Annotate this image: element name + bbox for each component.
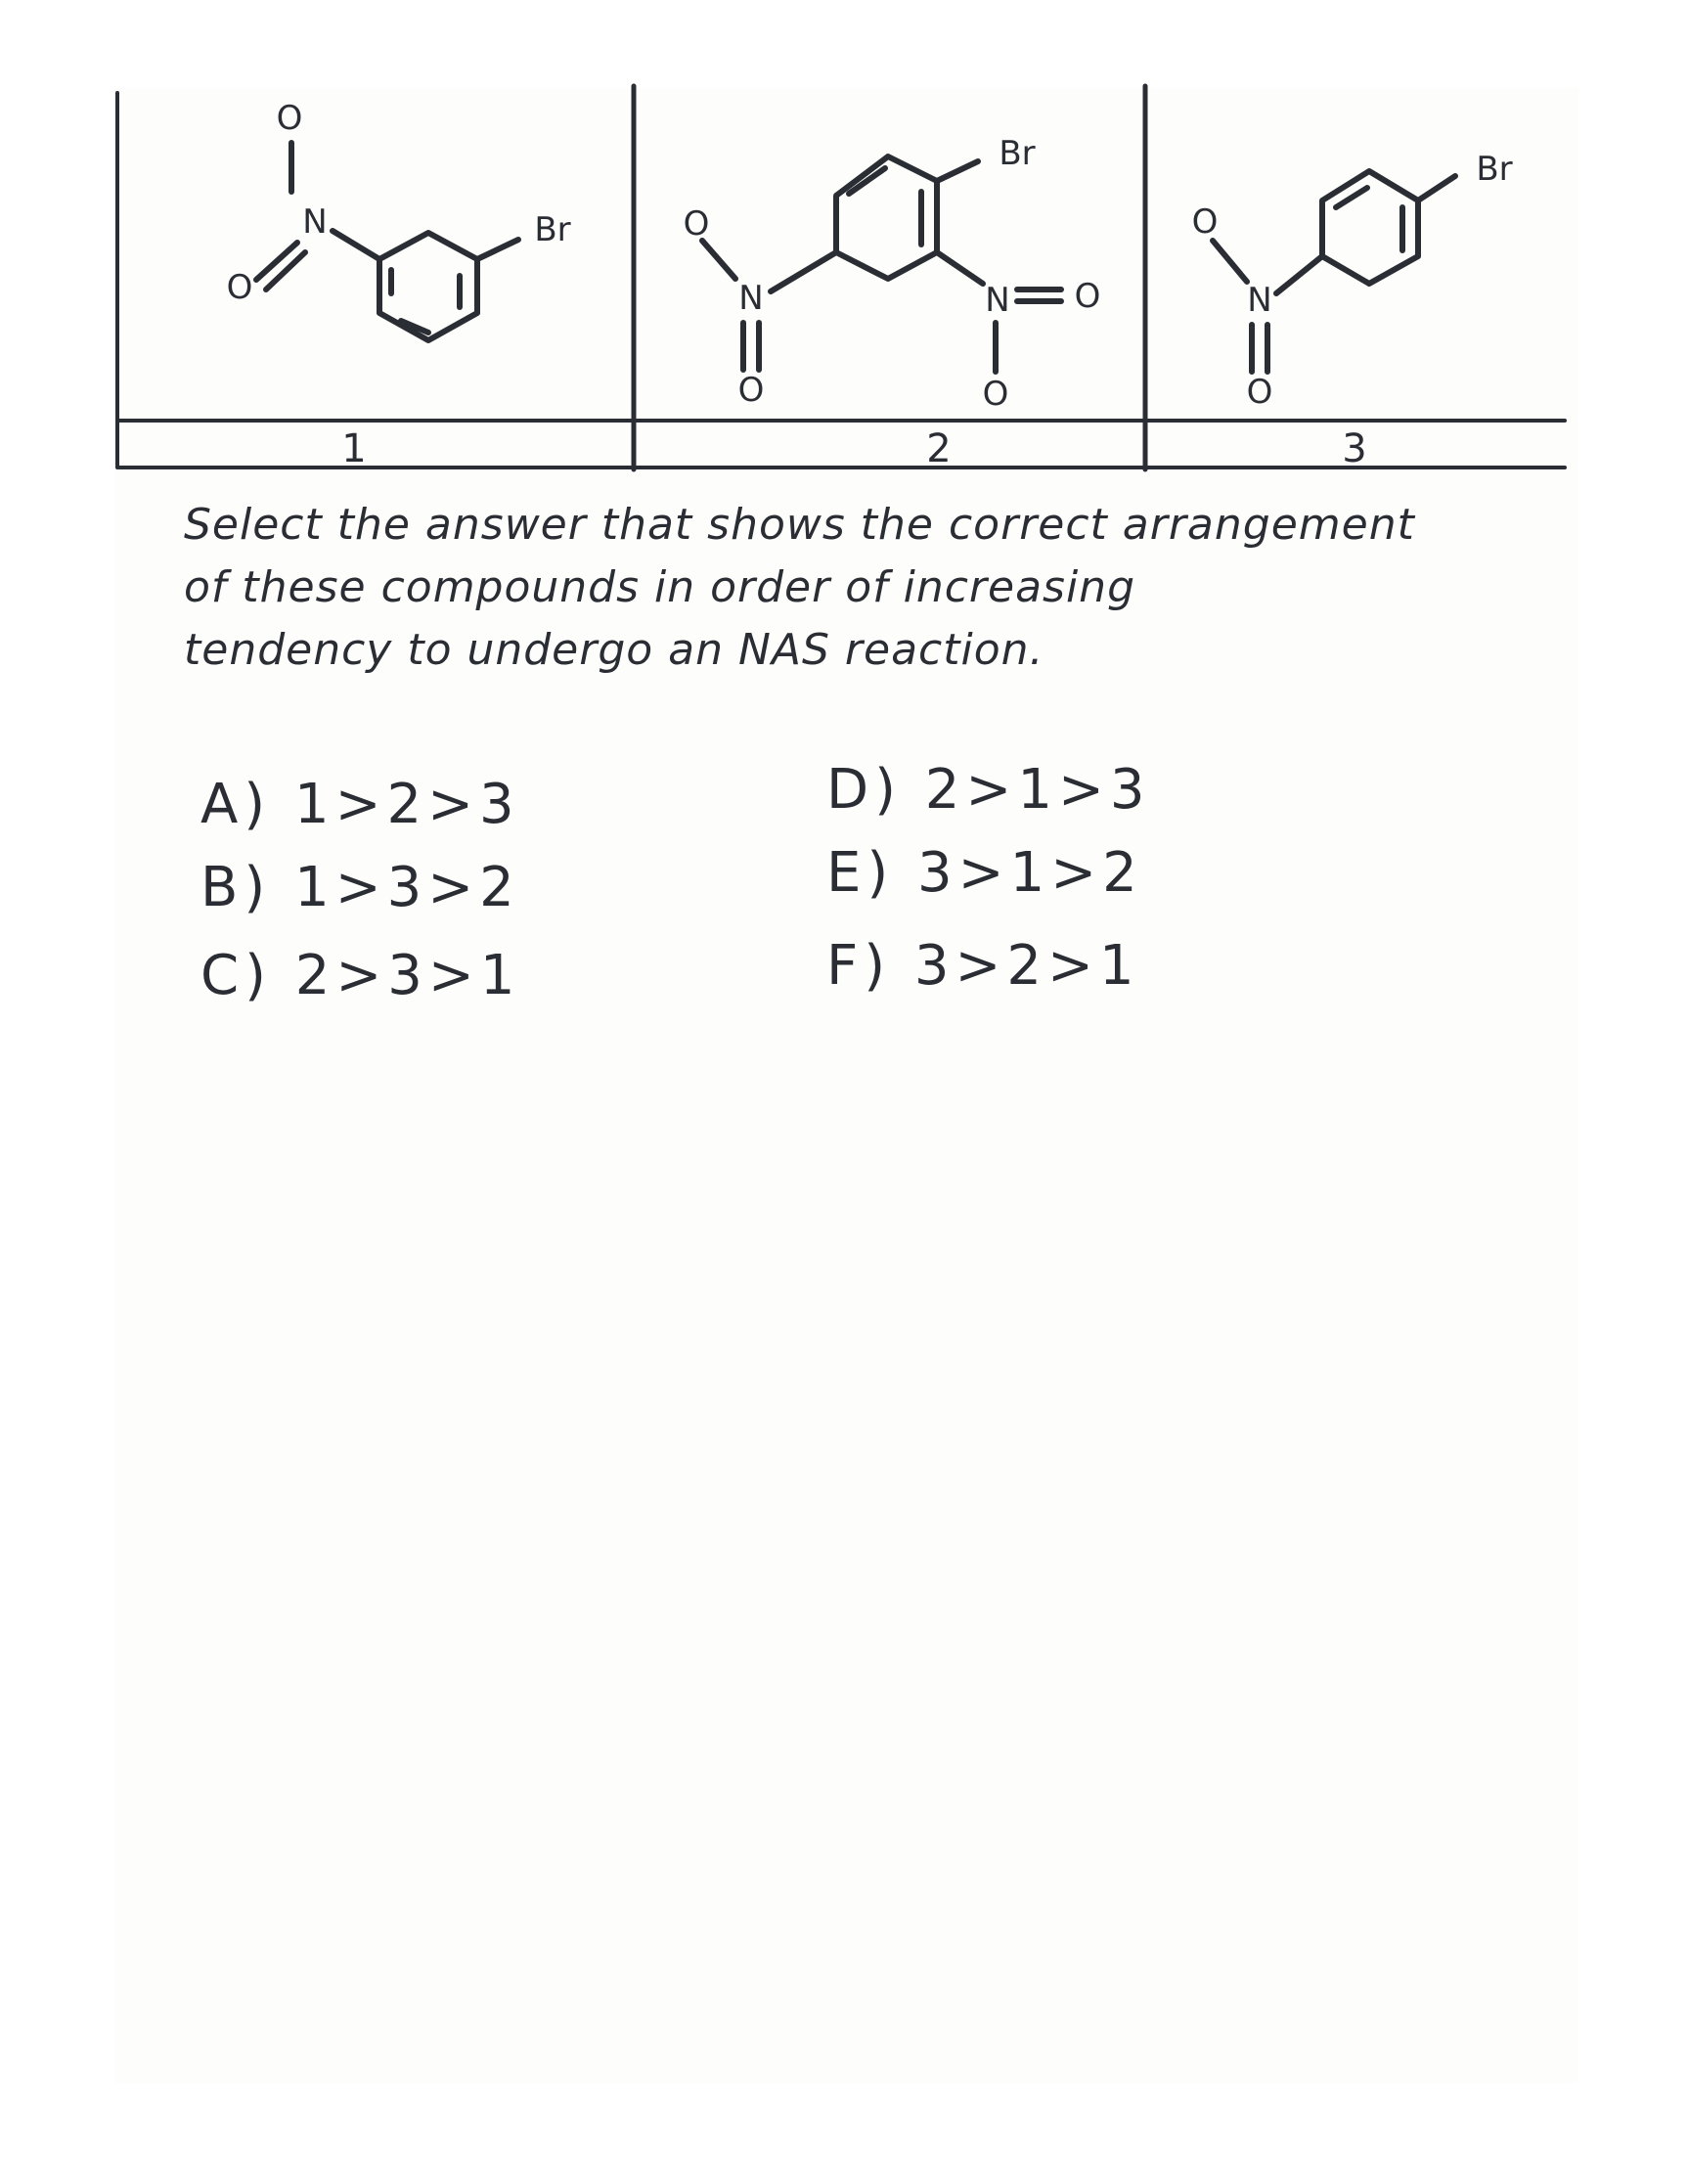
question-line-3: tendency to undergo an NAS reaction. <box>184 625 1044 675</box>
choice-c[interactable]: C) 2>3>1 <box>200 944 521 1007</box>
c1-o-top: O <box>276 99 303 138</box>
compound-2-structure <box>684 134 1101 414</box>
question-text <box>184 494 1553 682</box>
compound-1-structure <box>227 99 571 340</box>
c2-o3: O <box>1074 277 1101 316</box>
compound-number-3: 3 <box>1342 426 1367 471</box>
c3-n: N <box>1247 281 1272 320</box>
c1-n: N <box>302 202 328 242</box>
c2-o2: O <box>737 371 765 410</box>
c1-o-left: O <box>226 268 253 307</box>
question-line-1: Select the answer that shows the correct arrangement <box>184 500 1415 550</box>
c3-o1: O <box>1191 202 1219 242</box>
choice-a[interactable]: A) 1>2>3 <box>200 773 520 836</box>
choice-f[interactable]: F) 3>2>1 <box>826 934 1140 998</box>
c2-n1: N <box>738 279 764 318</box>
compound-number-2: 2 <box>926 426 952 471</box>
question-line-2: of these compounds in order of increasing <box>184 562 1135 612</box>
structures-panel <box>0 0 1688 489</box>
c1-br: Br <box>534 210 571 249</box>
choice-d[interactable]: D) 2>1>3 <box>826 758 1151 822</box>
choice-b[interactable]: B) 1>3>2 <box>200 856 520 919</box>
c2-n2: N <box>985 281 1010 320</box>
c3-o2: O <box>1246 373 1273 412</box>
compound-number-1: 1 <box>341 426 367 471</box>
table-lines <box>117 86 1565 469</box>
c2-o4: O <box>982 375 1009 414</box>
choice-e[interactable]: E) 3>1>2 <box>826 841 1143 905</box>
c2-br: Br <box>999 134 1036 173</box>
compound-3-structure <box>1192 150 1513 412</box>
c3-br: Br <box>1476 150 1513 189</box>
c2-o1: O <box>683 204 710 244</box>
